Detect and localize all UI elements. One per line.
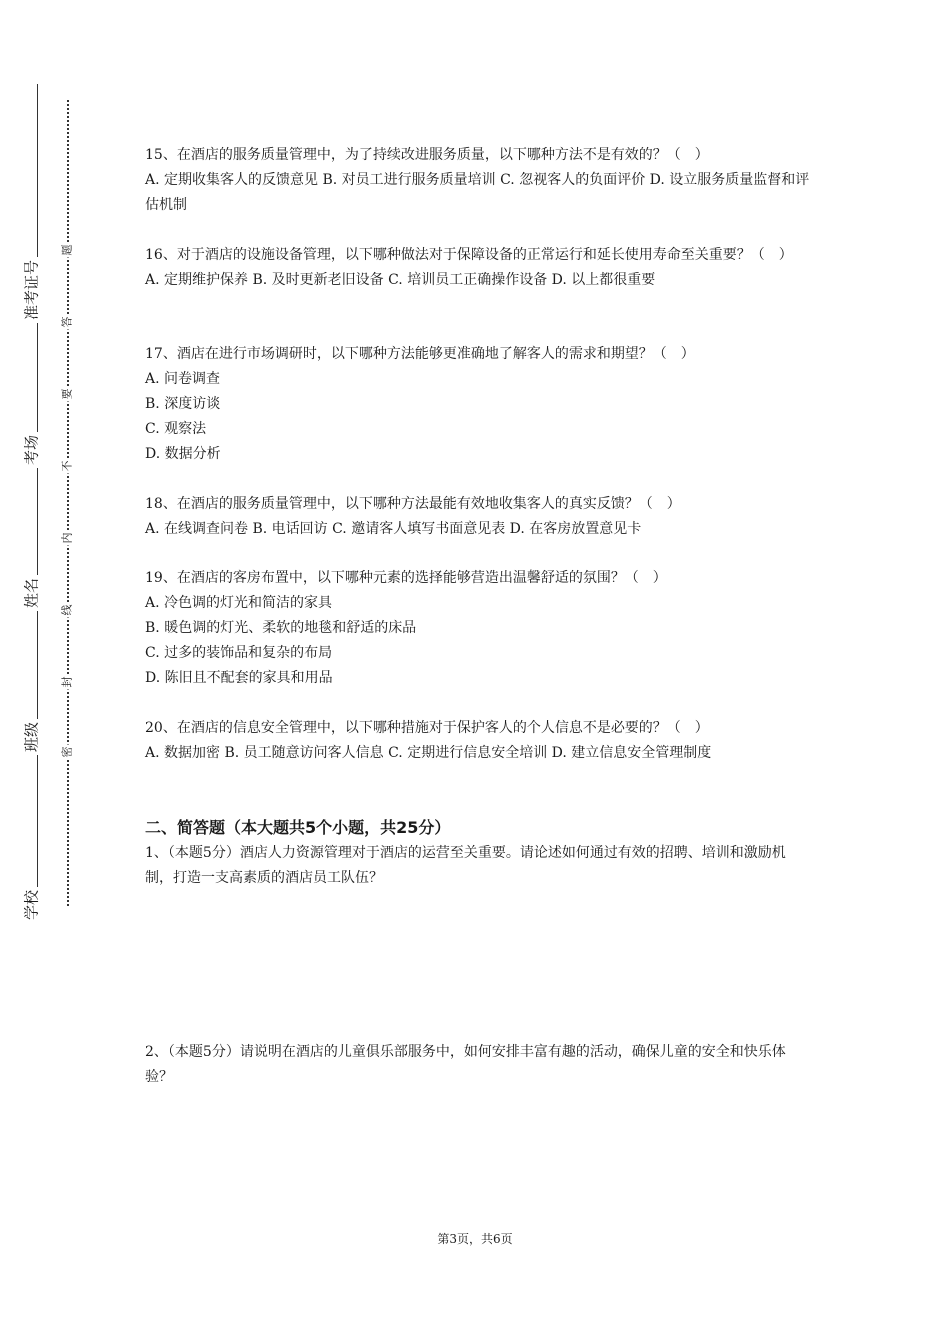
question-stem: 15、在酒店的服务质量管理中，为了持续改进服务质量，以下哪种方法不是有效的？（ ） [145, 147, 709, 163]
question-options: A. 定期维护保养 B. 及时更新老旧设备 C. 培训员工正确操作设备 D. 以上都很重要 [145, 272, 656, 288]
question-stem: 17、酒店在进行市场调研时，以下哪种方法能够更准确地了解客人的需求和期望？（ ） [145, 346, 695, 362]
option-b: B. 暖色调的灯光、柔软的地毯和舒适的床品 [145, 620, 417, 636]
seal-char: 答 [60, 316, 74, 328]
seal-char: 题 [60, 244, 74, 256]
exam-room-label: 考场 [23, 432, 42, 468]
seal-char: 封 [60, 676, 74, 688]
seal-char: 不 [60, 460, 74, 472]
option-b: B. 深度访谈 [145, 396, 221, 412]
question-20 [145, 716, 810, 766]
question-stem: 20、在酒店的信息安全管理中，以下哪种措施对于保护客人的个人信息不是必要的？（ ） [145, 720, 709, 736]
question-15 [145, 143, 810, 218]
question-options: A. 定期收集客人的反馈意见 B. 对员工进行服务质量培训 C. 忽视客人的负面评价 D. 设立服务质量监督和评估机制 [145, 172, 810, 213]
short-answer-2 [145, 1040, 810, 1090]
question-stem: 16、对于酒店的设施设备管理，以下哪种做法对于保障设备的正常运行和延长使用寿命至关重要？（ ） [145, 247, 793, 263]
question-18 [145, 492, 810, 542]
option-a: A. 冷色调的灯光和简洁的家具 [145, 595, 333, 611]
question-options: A. 数据加密 B. 员工随意访问客人信息 C. 定期进行信息安全培训 D. 建立信息安全管理制度 [145, 745, 712, 761]
short-answer-1 [145, 841, 810, 891]
seal-char: 线 [60, 604, 74, 616]
question-stem: 19、在酒店的客房布置中，以下哪种元素的选择能够营造出温馨舒适的氛围？（ ） [145, 570, 667, 586]
school-label: 学校 [23, 887, 42, 923]
seal-dotted-line [67, 100, 69, 906]
section-title-short-answer: 二、简答题（本大题共5个小题，共25分） [145, 818, 451, 837]
option-a: A. 问卷调查 [145, 371, 221, 387]
seal-char: 要 [60, 388, 74, 400]
option-c: C. 观察法 [145, 421, 207, 437]
seal-char: 内 [60, 532, 74, 544]
short-answer-text: 2、（本题5分）请说明在酒店的儿童俱乐部服务中，如何安排丰富有趣的活动，确保儿童的安全和快乐体验？ [145, 1044, 786, 1085]
question-stem: 18、在酒店的服务质量管理中，以下哪种方法最能有效地收集客人的真实反馈？（ ） [145, 496, 681, 512]
binding-margin [0, 0, 100, 1344]
option-d: D. 数据分析 [145, 446, 221, 462]
question-options: A. 在线调查问卷 B. 电话回访 C. 邀请客人填写书面意见表 D. 在客房放置意见卡 [145, 521, 642, 537]
option-d: D. 陈旧且不配套的家具和用品 [145, 670, 333, 686]
option-c: C. 过多的装饰品和复杂的布局 [145, 645, 333, 661]
question-16 [145, 243, 810, 293]
binding-solid-line [37, 84, 38, 910]
seal-char: 密 [60, 746, 74, 758]
question-19 [145, 566, 810, 691]
short-answer-text: 1、（本题5分）酒店人力资源管理对于酒店的运营至关重要。请论述如何通过有效的招聘、培训和激励机制，打造一支高素质的酒店员工队伍？ [145, 845, 786, 886]
student-name-label: 姓名 [23, 575, 42, 611]
question-17 [145, 342, 810, 467]
class-label: 班级 [23, 719, 42, 755]
page-number: 第3页，共6页 [437, 1232, 513, 1246]
exam-number-label: 准考证号 [23, 257, 42, 323]
